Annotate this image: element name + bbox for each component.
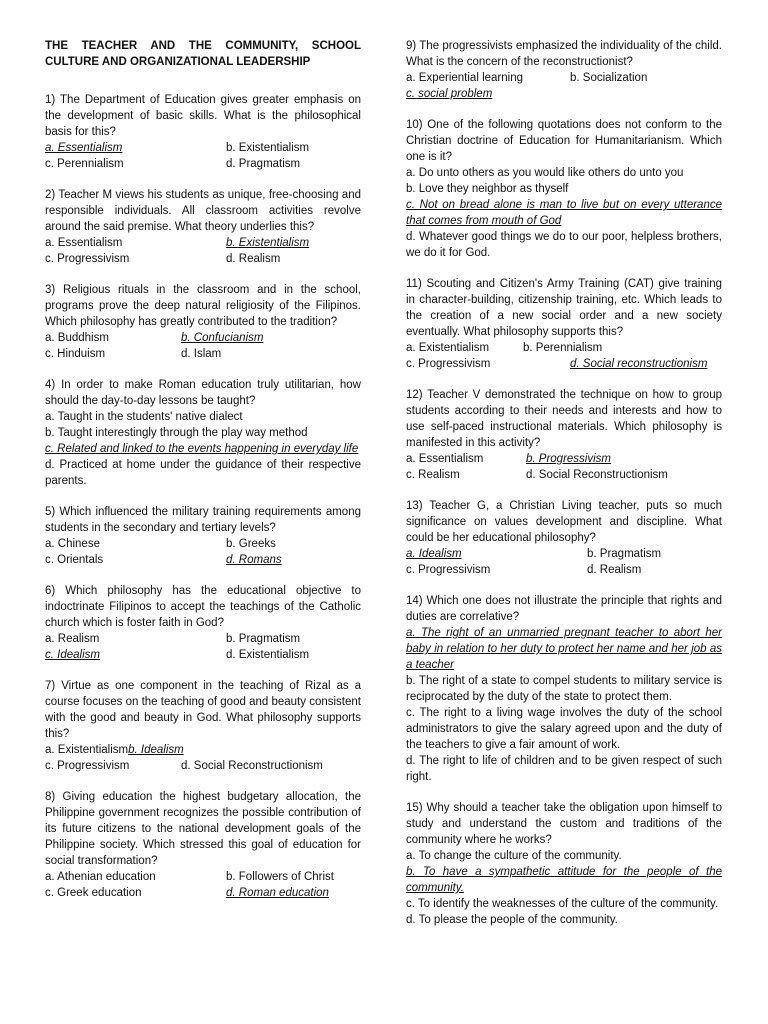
option-d: d. Social Reconstructionism	[181, 760, 323, 772]
option-d: d. Social Reconstructionism	[526, 469, 668, 481]
option-c: c. Progressivism	[406, 358, 491, 370]
question-5	[45, 504, 361, 568]
option-c: c. The right to a living wage involves the duty of the school administrators to give the salary agreed upon and the duty of the teachers to give a fair amount of work.	[406, 707, 722, 751]
option-row	[406, 451, 722, 467]
question-stem: 7) Virtue as one component in the teaching of Rizal as a course focuses on the teaching of good and beauty consistent with the good and beauty in God. What philosophy supports this?	[45, 680, 361, 740]
option-c: c. Hinduism	[45, 348, 106, 360]
question-stem: 3) Religious rituals in the classroom and in the school, programs prove the deep natural religiosity of the Filipinos. Which philosophy has greatly contributed to the tradition?	[45, 284, 361, 328]
option-row	[45, 346, 361, 362]
option-row	[45, 631, 361, 647]
option-d: d. The right to life of children and to be given respect of such right.	[406, 755, 722, 783]
option-d: d. To please the people of the community.	[406, 914, 618, 926]
option-a-answer: a. Essentialism	[45, 142, 123, 154]
option-a: a. Experiential learning	[406, 72, 523, 84]
option-a: a. Buddhism	[45, 332, 109, 344]
option-row	[406, 467, 722, 483]
option-b: b. Taught interestingly through the play way method	[45, 427, 308, 439]
option-row	[406, 562, 722, 578]
option-c: c. Progressivism	[45, 253, 130, 265]
option-b: b. Perennialism	[523, 342, 603, 354]
option-a: a. Chinese	[45, 538, 100, 550]
option-row	[406, 340, 722, 356]
option-d-answer: d. Roman education	[226, 887, 329, 899]
option-row	[45, 869, 361, 885]
option-row	[45, 552, 361, 568]
option-row	[45, 647, 361, 663]
option-a-answer: a. The right of an unmarried pregnant teacher to abort her baby in relation to her duty to protect her name and her job as a teacher	[406, 627, 722, 671]
option-row	[45, 330, 361, 346]
option-row	[45, 742, 361, 758]
question-stem: 6) Which philosophy has the educational objective to indoctrinate Filipinos to accept the teachings of the Catholic church which is foster faith in God?	[45, 585, 361, 629]
question-stem: 14) Which one does not illustrate the principle that rights and duties are correlative?	[406, 595, 722, 623]
question-14	[406, 593, 722, 785]
option-a: a. Essentialism	[406, 453, 484, 465]
option-row	[45, 885, 361, 901]
document-title: THE TEACHER AND THE COMMUNITY, SCHOOL CULTURE AND ORGANIZATIONAL LEADERSHIP	[45, 40, 361, 68]
option-a: a. Realism	[45, 633, 100, 645]
option-row	[45, 156, 361, 172]
option-b-answer: b. To have a sympathetic attitude for the people of the community.	[406, 866, 722, 894]
question-stem: 4) In order to make Roman education truly utilitarian, how should the day-to-day lessons be taught?	[45, 379, 361, 407]
option-b: b. Love they neighbor as thyself	[406, 183, 569, 195]
option-c: c. Greek education	[45, 887, 142, 899]
option-c: c. Progressivism	[406, 564, 491, 576]
option-row	[45, 251, 361, 267]
question-12	[406, 387, 722, 483]
option-a: a. Do unto others as you would like others do unto you	[406, 167, 684, 179]
option-row	[406, 70, 722, 86]
question-stem: 5) Which influenced the military training requirements among students in the secondary and tertiary levels?	[45, 506, 361, 534]
option-b: b. Followers of Christ	[226, 871, 335, 883]
question-stem: 11) Scouting and Citizen's Army Training (CAT) give training in character-building, citizenship training, etc. Which leads to the creation of a new social order and a new society eventually. What philosophy supports this?	[406, 278, 722, 338]
option-b-answer: b. Idealism	[128, 744, 184, 756]
question-2	[45, 187, 361, 267]
question-9	[406, 38, 722, 102]
right-column	[406, 38, 722, 943]
question-stem: 12) Teacher V demonstrated the technique on how to group students according to their needs and interests and how to use self-paced instructional materials. Which philosophy is manifested in this activity?	[406, 389, 722, 449]
option-a: a. Existentialism	[45, 744, 129, 756]
option-row	[406, 356, 722, 372]
question-stem: 13) Teacher G, a Christian Living teacher, puts so much significance on values development and discipline. What could be her educational philosophy?	[406, 500, 722, 544]
question-3	[45, 282, 361, 362]
option-b: b. The right of a state to compel students to military service is reciprocated by the duty of the state to protect them.	[406, 675, 722, 703]
question-stem: 10) One of the following quotations does not conform to the Christian doctrine of Education for Humanitarianism. Which one is it?	[406, 119, 722, 163]
option-row	[406, 546, 722, 562]
option-b: b. Pragmatism	[226, 633, 301, 645]
left-column	[45, 38, 361, 916]
question-stem: 9) The progressivists emphasized the individuality of the child. What is the concern of the reconstructionist?	[406, 40, 722, 68]
question-1	[45, 92, 361, 172]
option-c: c. Orientals	[45, 554, 104, 566]
question-stem: 2) Teacher M views his students as unique, free-choosing and responsible individuals. All classroom activities revolve around the said premise. What theory underlies this?	[45, 189, 361, 233]
option-d-answer: d. Social reconstructionism	[570, 358, 708, 370]
option-d: d. Practiced at home under the guidance of their respective parents.	[45, 459, 361, 487]
option-c: c. Perennialism	[45, 158, 124, 170]
option-a-answer: a. Idealism	[406, 548, 462, 560]
option-d-answer: d. Romans	[226, 554, 282, 566]
option-b: b. Greeks	[226, 538, 276, 550]
option-a: a. Existentialism	[406, 342, 490, 354]
question-8	[45, 789, 361, 901]
option-c: c. To identify the weaknesses of the culture of the community.	[406, 898, 719, 910]
question-6	[45, 583, 361, 663]
question-15	[406, 800, 722, 928]
option-row	[45, 140, 361, 156]
option-a: a. Athenian education	[45, 871, 156, 883]
option-d: d. Pragmatism	[226, 158, 301, 170]
question-7	[45, 678, 361, 774]
question-13	[406, 498, 722, 578]
option-d: d. Islam	[181, 348, 222, 360]
option-b: b. Socialization	[570, 72, 648, 84]
question-4	[45, 377, 361, 489]
question-stem: 1) The Department of Education gives greater emphasis on the development of basic skills. What is the philosophical basis for this?	[45, 94, 361, 138]
option-a: a. To change the culture of the community.	[406, 850, 622, 862]
option-d: d. Realism	[587, 564, 642, 576]
option-b-answer: b. Confucianism	[181, 332, 264, 344]
option-c-answer: c. Idealism	[45, 649, 100, 661]
option-c-answer: c. Not on bread alone is man to live but on every utterance that comes from mouth of God	[406, 199, 722, 227]
option-row	[45, 235, 361, 251]
option-c: c. Progressivism	[45, 760, 130, 772]
option-b: b. Pragmatism	[587, 548, 662, 560]
question-11	[406, 276, 722, 372]
option-row	[45, 758, 361, 774]
option-a: a. Essentialism	[45, 237, 123, 249]
option-d: d. Realism	[226, 253, 281, 265]
option-b: b. Existentialism	[226, 142, 310, 154]
option-b-answer: b. Progressivism	[526, 453, 611, 465]
question-10	[406, 117, 722, 261]
option-c: c. Realism	[406, 469, 460, 481]
option-c-answer: c. social problem	[406, 88, 493, 100]
option-b-answer: b. Existentialism	[226, 237, 310, 249]
option-d: d. Existentialism	[226, 649, 310, 661]
option-a: a. Taught in the students' native dialect	[45, 411, 243, 423]
option-row	[45, 536, 361, 552]
question-stem: 15) Why should a teacher take the obligation upon himself to study and understand the custom and traditions of the community where he works?	[406, 802, 722, 846]
option-c-answer: c. Related and linked to the events happening in everyday life	[45, 443, 359, 455]
question-stem: 8) Giving education the highest budgetary allocation, the Philippine government recognizes the possible contribution of its future citizens to the national development goals of the Philippine society. Which stressed this goal of education for social transformation?	[45, 791, 361, 867]
option-d: d. Whatever good things we do to our poor, helpless brothers, we do it for God.	[406, 231, 722, 259]
